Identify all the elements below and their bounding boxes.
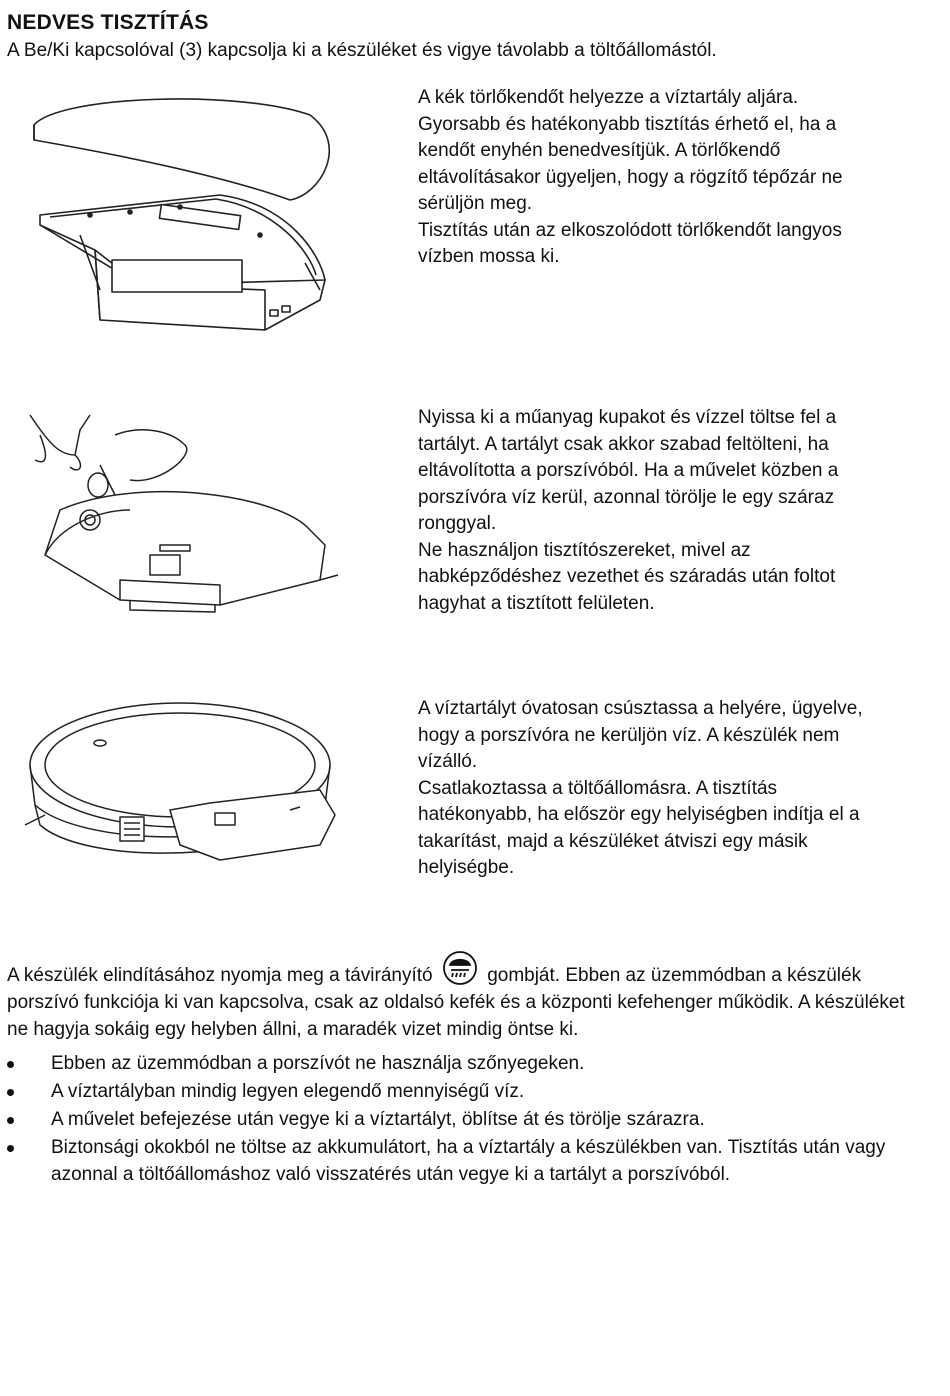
list-item (7, 1106, 907, 1133)
bullet-icon (7, 1117, 14, 1124)
mop-cloth-and-water-tank-illustration (20, 85, 340, 355)
section-heading: NEDVES TISZTÍTÁS (7, 11, 209, 34)
list-item-text: A művelet befejezése után vegye ki a víztartályt, öblítse át és törölje szárazra. (51, 1109, 705, 1130)
intro-text: A Be/Ki kapcsolóval (3) kapcsolja ki a készüléket és vigye távolabb a töltőállomástól. (7, 40, 717, 61)
mop-mode-button-icon (442, 950, 478, 986)
list-item (7, 1050, 907, 1077)
bullet-icon (7, 1145, 14, 1152)
step-3-paragraph-1: A víztartályt óvatosan csúsztassa a helyére, ügyelve, hogy a porszívóra ne kerüljön víz. A készülék nem vízálló. (418, 698, 863, 772)
step-2-text (418, 405, 878, 617)
step-2-paragraph-1: Nyissa ki a műanyag kupakot és vízzel töltse fel a tartályt. A tartályt csak akkor szabad feltölteni, ha eltávolította a porszívóból. Ha a művelet közben a porszívóra víz kerül, azonnal törölje le egy száraz ronggyal. (418, 407, 839, 534)
bullet-icon (7, 1061, 14, 1068)
bullet-list (7, 1050, 907, 1189)
list-item-text: Ebben az üzemmódban a porszívót ne használja szőnyegeken. (51, 1053, 585, 1074)
step-1-paragraph-2: Gyorsabb és hatékonyabb tisztítás érhető el, ha a kendőt enyhén benedvesítjük. A törlőkendő eltávolításakor ügyeljen, hogy a rögzítő tépőzár ne sérüljön meg. (418, 113, 843, 214)
step-2-paragraph-2: Ne használjon tisztítószereket, mivel az habképződéshez vezethet és száradás után foltot hagyhat a tisztított felületen. (418, 539, 836, 614)
step-1-text (418, 85, 878, 271)
bullet-icon (7, 1089, 14, 1096)
instruction-paragraph (7, 950, 907, 1043)
step-3-paragraph-2: Csatlakoztassa a töltőállomásra. A tisztítás hatékonyabb, ha először egy helyiségben indítja el a takarítást, majd a készüléket átviszi egy másik helyiségbe. (418, 777, 860, 878)
instruction-text-after: gombját. Ebben az üzemmódban a készülék porszívó funkciója ki van kapcsolva, csak az oldalsó kefék és a központi kefehenger működik. A készüléket ne hagyja sokáig egy helyben állni, a maradék vizet mindig öntse ki. (7, 965, 905, 1040)
instruction-text-before: A készülék elindításához nyomja meg a távirányító (7, 965, 433, 986)
filling-water-tank-illustration (20, 405, 340, 625)
step-3-text (418, 696, 878, 882)
list-item-text: Biztonsági okokból ne töltse az akkumulátort, ha a víztartály a készülékben van. Tisztítás után vagy azonnal a töltőállomáshoz való visszatérés után vegye ki a tartályt a porszívóból. (51, 1137, 886, 1185)
step-1-paragraph-3: Tisztítás után az elkoszolódott törlőkendőt langyos vízben mossa ki. (418, 219, 842, 267)
inserting-tank-into-robot-illustration (20, 695, 340, 885)
list-item (7, 1134, 907, 1188)
list-item (7, 1078, 907, 1105)
list-item-text: A víztartályban mindig legyen elegendő mennyiségű víz. (51, 1081, 525, 1102)
step-1-paragraph-1: A kék törlőkendőt helyezze a víztartály aljára. (418, 87, 799, 108)
